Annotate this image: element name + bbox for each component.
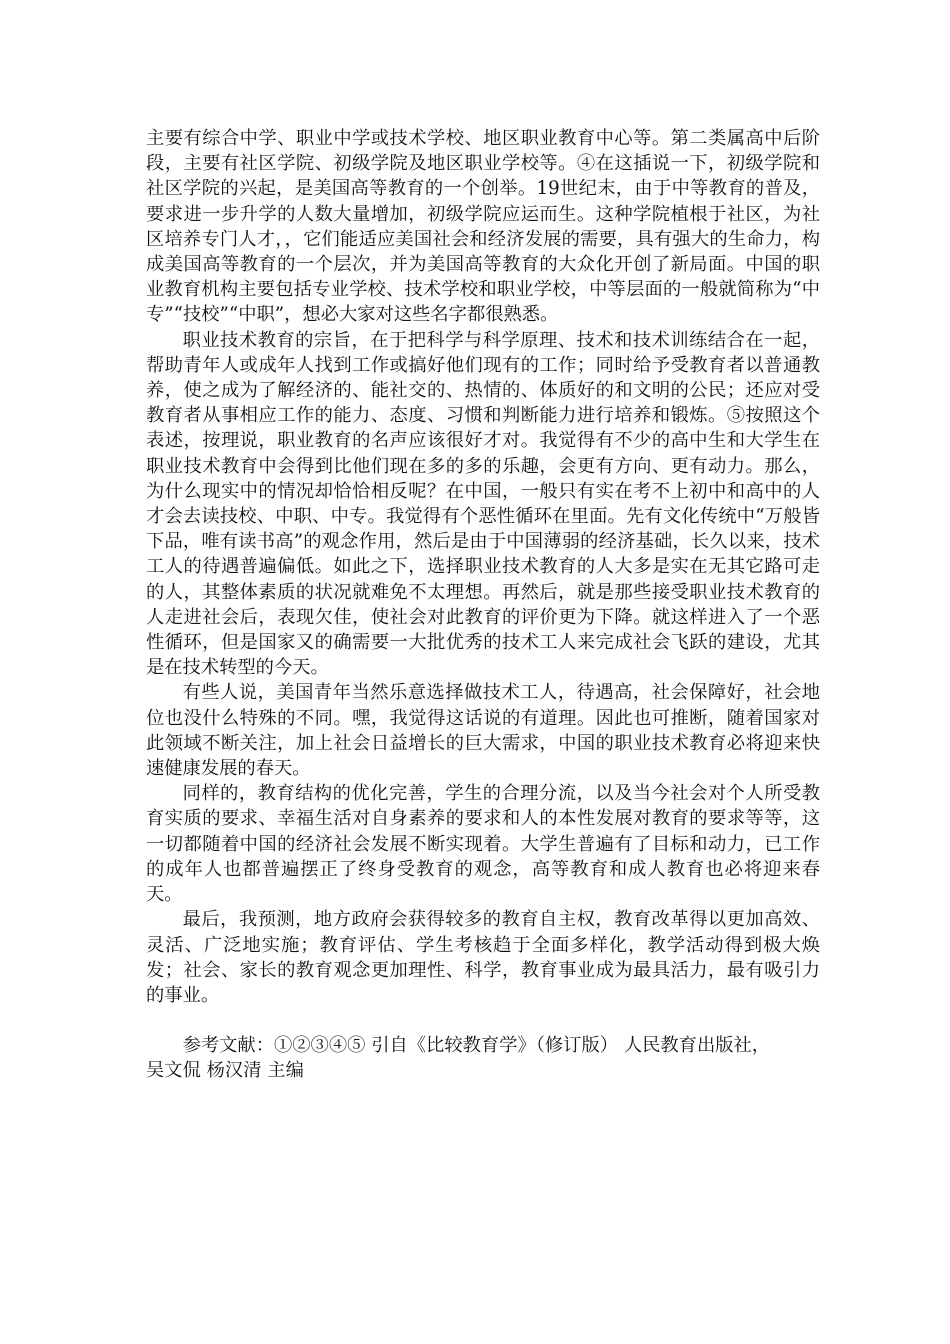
section-spacer: [146, 1008, 820, 1033]
paragraph-4: 同样的，教育结构的优化完善，学生的合理分流，以及当今社会对个人所受教育实质的要求、幸福生活对自身素养的要求和人的本性发展对教育的要求等等，这一切都随着中国的经济社会发展不断实现着。大学生普遍有了目标和动力，已工作的成年人也都普遍摆正了终身受教育的观念，高等教育和成人教育也必将迎来春天。: [146, 783, 820, 906]
paragraph-3: 有些人说，美国青年当然乐意选择做技术工人，待遇高，社会保障好，社会地位也没什么特殊的不同。嘿，我觉得这话说的有道理。因此也可推断，随着国家对此领域不断关注，加上社会日益增长的巨大需求，中国的职业技术教育必将迎来快速健康发展的春天。: [146, 682, 820, 780]
paragraph-1: 主要有综合中学、职业中学或技术学校、地区职业教育中心等。第二类属高中后阶段，主要有社区学院、初级学院及地区职业学校等。④在这插说一下，初级学院和社区学院的兴起，是美国高等教育的一个创举。19世纪末，由于中等教育的普及，要求进一步升学的人数大量增加，初级学院应运而生。这种学院植根于社区，为社区培养专门人才，，它们能适应美国社会和经济发展的需要，具有强大的生命力，构成美国高等教育的一个层次，并为美国高等教育的大众化开创了新局面。中国的职业教育机构主要包括专业学校、技术学校和职业学校，中等层面的一般就简称为“中专”“技校”“中职”，想必大家对这些名字都很熟悉。: [146, 128, 820, 326]
references-line-1: 参考文献：①②③④⑤ 引自《比较教育学》（修订版） 人民教育出版社，: [182, 1035, 771, 1057]
paragraph-2: 职业技术教育的宗旨，在于把科学与科学原理、技术和技术训练结合在一起，帮助青年人或成年人找到工作或搞好他们现有的工作；同时给予受教育者以普通教养，使之成为了解经济的、能社交的、热情的、体质好的和文明的公民；还应对受教育者从事相应工作的能力、态度、习惯和判断能力进行培养和锻炼。⑤按照这个表述，按理说，职业教育的名声应该很好才对。我觉得有不少的高中生和大学生在职业技术教育中会得到比他们现在多的多的乐趣，会更有方向、更有动力。那么，为什么现实中的情况却恰恰相反呢？在中国，一般只有实在考不上初中和高中的人才会去读技校、中职、中专。我觉得有个恶性循环在里面。先有文化传统中“万般皆下品，唯有读书高”的观念作用，然后是由于中国薄弱的经济基础，长久以来，技术工人的待遇普遍偏低。如此之下，选择职业技术教育的人大多是实在无其它路可走的人，其整体素质的状况就难免不太理想。再然后，就是那些接受职业技术教育的人走进社会后，表现欠佳，使社会对此教育的评价更为下降。就这样进入了一个恶性循环，但是国家又的确需要一大批优秀的技术工人来完成社会飞跃的建设，尤其是在技术转型的今天。: [146, 329, 820, 679]
references: [146, 1033, 820, 1083]
document-body: [146, 126, 820, 1084]
paragraph-5: 最后，我预测，地方政府会获得较多的教育自主权，教育改革得以更加高效、灵活、广泛地实施；教育评估、学生考核趋于全面多样化，教学活动得到极大焕发；社会、家长的教育观念更加理性、科学，教育事业成为最具活力，最有吸引力的事业。: [146, 909, 820, 1006]
references-line-2: 吴文侃 杨汉清 主编: [146, 1060, 304, 1082]
